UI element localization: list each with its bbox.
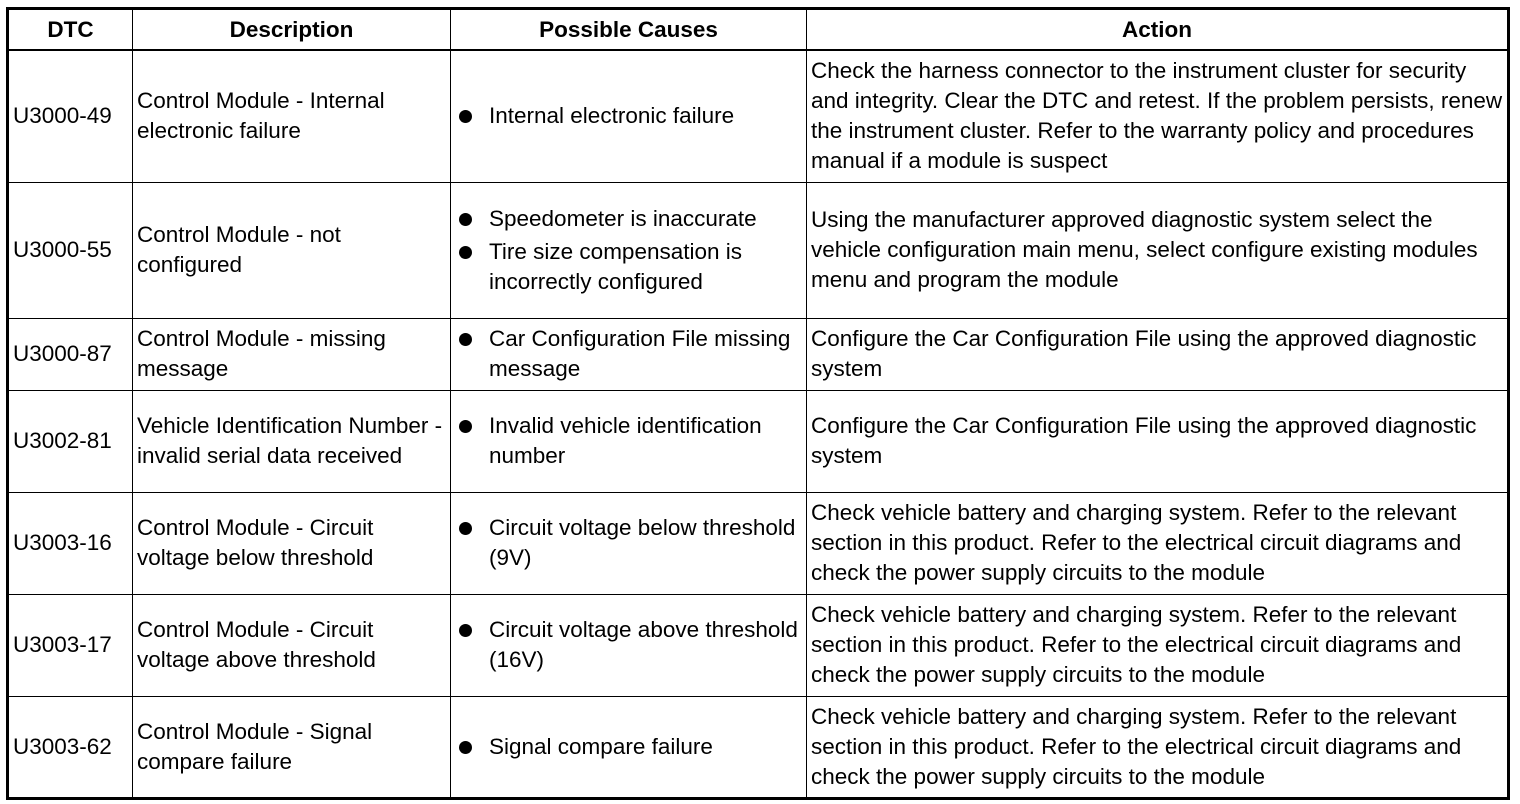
action-cell: Check the harness connector to the instrument cluster for security and integrity. Clear the DTC and retest. If the problem persists, renew the instrument cluster. Refer to the warranty policy and procedures manual if a module is suspect bbox=[807, 50, 1509, 182]
causes-list bbox=[455, 101, 802, 131]
dtc-code: U3000-49 bbox=[8, 50, 133, 182]
causes-cell bbox=[451, 492, 807, 594]
cause-item: Internal electronic failure bbox=[455, 101, 802, 131]
action-cell: Check vehicle battery and charging system. Refer to the relevant section in this product. Refer to the electrical circuit diagrams and check the power supply circuits to the module bbox=[807, 492, 1509, 594]
table-row bbox=[8, 318, 1509, 390]
causes-list bbox=[455, 615, 802, 675]
table-row bbox=[8, 50, 1509, 182]
causes-list bbox=[455, 513, 802, 573]
description-cell: Control Module - Circuit voltage below threshold bbox=[133, 492, 451, 594]
table-row bbox=[8, 182, 1509, 318]
action-cell: Check vehicle battery and charging system. Refer to the relevant section in this product. Refer to the electrical circuit diagrams and check the power supply circuits to the module bbox=[807, 696, 1509, 798]
description-cell: Vehicle Identification Number - invalid serial data received bbox=[133, 390, 451, 492]
causes-cell bbox=[451, 182, 807, 318]
action-cell: Configure the Car Configuration File using the approved diagnostic system bbox=[807, 318, 1509, 390]
causes-list bbox=[455, 204, 802, 297]
causes-list bbox=[455, 324, 802, 384]
description-cell: Control Module - Circuit voltage above threshold bbox=[133, 594, 451, 696]
dtc-code: U3003-62 bbox=[8, 696, 133, 798]
causes-cell bbox=[451, 594, 807, 696]
causes-cell bbox=[451, 50, 807, 182]
cause-item: Circuit voltage above threshold (16V) bbox=[455, 615, 802, 675]
causes-cell bbox=[451, 318, 807, 390]
causes-list bbox=[455, 732, 802, 762]
header-row bbox=[8, 9, 1509, 51]
header-dtc: DTC bbox=[8, 9, 133, 51]
description-cell: Control Module - Signal compare failure bbox=[133, 696, 451, 798]
table-row bbox=[8, 696, 1509, 798]
dtc-table bbox=[6, 7, 1510, 800]
table-header bbox=[8, 9, 1509, 51]
dtc-code: U3000-87 bbox=[8, 318, 133, 390]
action-cell: Using the manufacturer approved diagnostic system select the vehicle configuration main menu, select configure existing modules menu and program the module bbox=[807, 182, 1509, 318]
cause-item: Speedometer is inaccurate bbox=[455, 204, 802, 234]
cause-item: Circuit voltage below threshold (9V) bbox=[455, 513, 802, 573]
table-row bbox=[8, 390, 1509, 492]
cause-item: Tire size compensation is incorrectly configured bbox=[455, 237, 802, 297]
causes-cell bbox=[451, 390, 807, 492]
causes-cell bbox=[451, 696, 807, 798]
header-description: Description bbox=[133, 9, 451, 51]
causes-list bbox=[455, 411, 802, 471]
cause-item: Car Configuration File missing message bbox=[455, 324, 802, 384]
table-row bbox=[8, 492, 1509, 594]
action-cell: Configure the Car Configuration File using the approved diagnostic system bbox=[807, 390, 1509, 492]
header-possible-causes: Possible Causes bbox=[451, 9, 807, 51]
description-cell: Control Module - not configured bbox=[133, 182, 451, 318]
dtc-code: U3003-17 bbox=[8, 594, 133, 696]
action-cell: Check vehicle battery and charging system. Refer to the relevant section in this product. Refer to the electrical circuit diagrams and check the power supply circuits to the module bbox=[807, 594, 1509, 696]
table-row bbox=[8, 594, 1509, 696]
table-body bbox=[8, 50, 1509, 798]
dtc-code: U3002-81 bbox=[8, 390, 133, 492]
cause-item: Invalid vehicle identification number bbox=[455, 411, 802, 471]
dtc-code: U3000-55 bbox=[8, 182, 133, 318]
cause-item: Signal compare failure bbox=[455, 732, 802, 762]
dtc-code: U3003-16 bbox=[8, 492, 133, 594]
header-action: Action bbox=[807, 9, 1509, 51]
description-cell: Control Module - Internal electronic failure bbox=[133, 50, 451, 182]
description-cell: Control Module - missing message bbox=[133, 318, 451, 390]
